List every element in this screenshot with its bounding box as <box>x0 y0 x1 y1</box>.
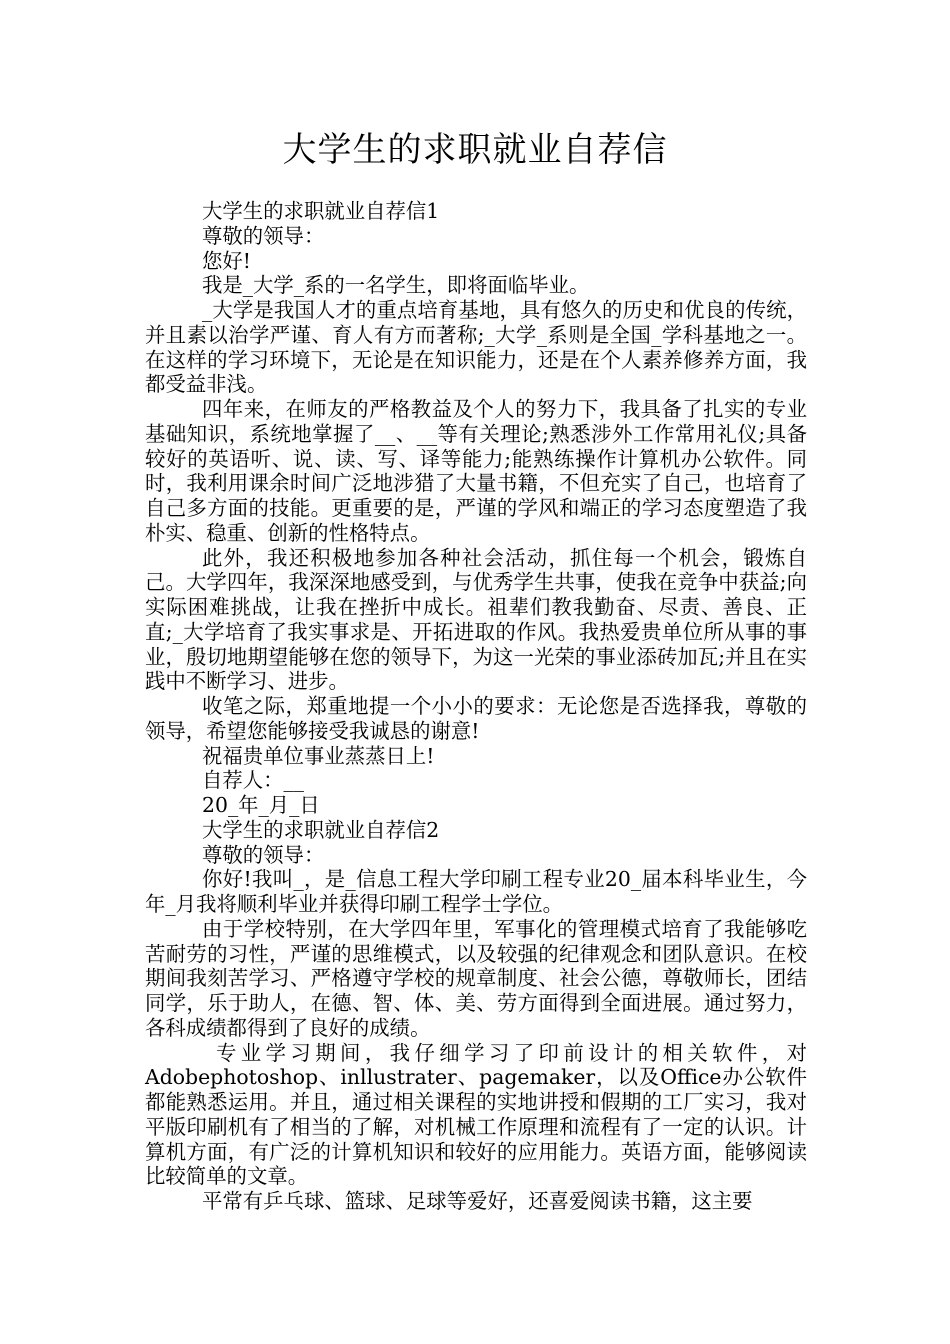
paragraph: 你好!我叫_，是_信息工程大学印刷工程专业20_届本科毕业生，今年_月我将顺利毕业并获得印刷工程学士学位。 <box>145 867 807 916</box>
paragraph: 由于学校特别，在大学四年里，军事化的管理模式培育了我能够吃苦耐劳的习性，严谨的思维模式，以及较强的纪律观念和团队意识。在校期间我刻苦学习、严格遵守学校的规章制度、社会公德，尊敬师长，团结同学，乐于助人，在德、智、体、美、劳方面得到全面进展。通过努力，各科成绩都得到了良好的成绩。 <box>145 916 807 1040</box>
letter-heading: 大学生的求职就业自荐信1 <box>202 199 440 223</box>
salutation: 尊敬的领导： <box>202 842 325 867</box>
greeting: 您好! <box>202 248 251 273</box>
document-title: 大学生的求职就业自荐信 <box>282 130 668 170</box>
paragraph: _大学是我国人才的重点培育基地，具有悠久的历史和优良的传统，并且素以治学严谨、育人有方而著称;_大学_系则是全国_学科基地之一。在这样的学习环境下，无论是在知识能力，还是在个人素养修养方面，我都受益非浅。 <box>145 298 807 397</box>
date-line: 20_年_月_日 <box>202 793 320 817</box>
paragraph: 平常有乒乓球、篮球、足球等爱好，还喜爱阅读书籍，这主要 <box>202 1189 753 1213</box>
signature-line: 自荐人：__ <box>202 768 304 793</box>
paragraph: 四年来，在师友的严格教益及个人的努力下，我具备了扎实的专业基础知识，系统地掌握了__、__等有关理论;熟悉涉外工作常用礼仪;具备较好的英语听、说、读、写、译等能力;能熟练操作计算机办公软件。同时，我利用课余时间广泛地涉猎了大量书籍，不但充实了自己，也培育了自己多方面的技能。更重要的是，严谨的学风和端正的学习态度塑造了我朴实、稳重、创新的性格特点。 <box>145 397 807 545</box>
letter-heading: 大学生的求职就业自荐信2 <box>202 817 440 842</box>
document-body <box>145 199 807 1214</box>
closing-wish: 祝福贵单位事业蒸蒸日上! <box>202 743 435 768</box>
paragraph: 此外，我还积极地参加各种社会活动，抓住每一个机会，锻炼自己。大学四年，我深深地感受到，与优秀学生共事，使我在竞争中获益;向实际困难挑战，让我在挫折中成长。祖辈们教我勤奋、尽责、善良、正直;_大学培育了我实事求是、开拓进取的作风。我热爱贵单位所从事的事业，殷切地期望能够在您的领导下，为这一光荣的事业添砖加瓦;并且在实践中不断学习、进步。 <box>145 545 807 694</box>
salutation: 尊敬的领导： <box>202 223 325 248</box>
paragraph: 收笔之际，郑重地提一个小小的要求：无论您是否选择我，尊敬的领导，希望您能够接受我诚恳的谢意! <box>145 694 807 743</box>
paragraph: 专业学习期间，我仔细学习了印前设计的相关软件，对Adobephotoshop、inllustrater、pagemaker，以及Office办公软件都能熟悉运用。并且，通过相关课程的实地讲授和假期的工厂实习，我对平版印刷机有了相当的了解，对机械工作原理和流程有了一定的认识。计算机方面，有广泛的计算机知识和较好的应用能力。英语方面，能够阅读比较简单的文章。 <box>145 1040 807 1189</box>
paragraph: 我是_大学_系的一名学生，即将面临毕业。 <box>202 273 590 298</box>
